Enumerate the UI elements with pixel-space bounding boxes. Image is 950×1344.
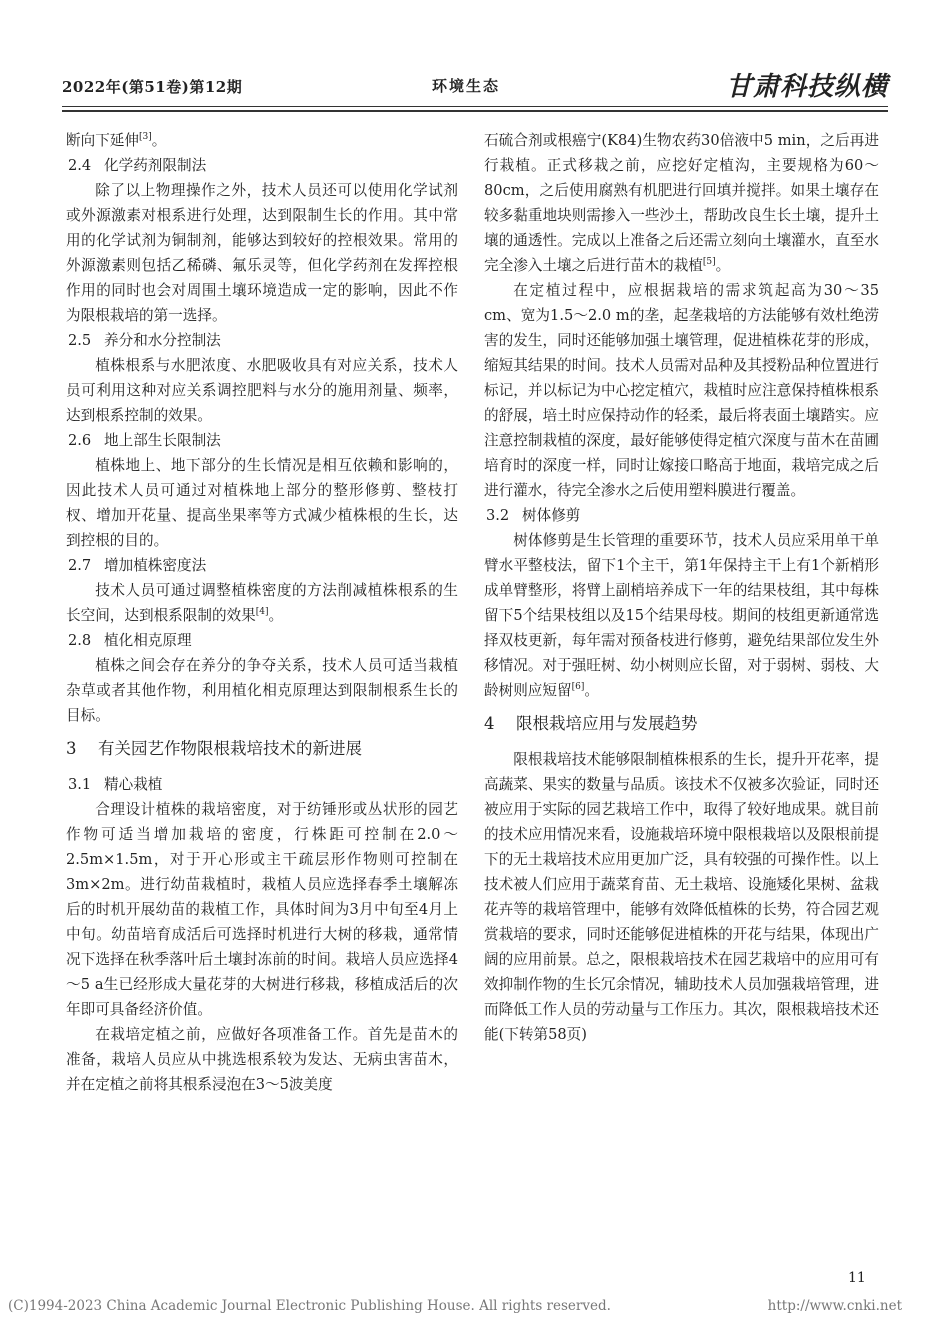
heading-2-5: 2.5 养分和水分控制法 — [68, 332, 221, 349]
paragraph: 技术人员可通过调整植株密度的方法削减植株根系的生长空间，达到根系限制的效果[4]。 — [66, 582, 458, 624]
heading-2-6: 2.6 地上部生长限制法 — [68, 432, 221, 449]
paragraph: 合理设计植株的栽培密度，对于纺锤形或丛状形的园艺作物可适当增加栽培的密度，行株距可控制在2.0～2.5m×1.5m，对于开心形或主干疏层形作物则可控制在3m×2m。进行幼苗栽植时，栽植人员应选择春季土壤解冻后的时机开展幼苗的栽植工作，具体时间为3月中旬至4月上中旬。幼苗培育成活后可选择时机进行大树的移栽，通常情况下选择在秋季落叶后土壤封冻前的时间。栽培人员应选择4～5 a生已经形成大量花芽的大树进行移栽，移植成活后的次年即可具备经济价值。 — [66, 801, 458, 1018]
heading-2-7: 2.7 增加植株密度法 — [68, 557, 207, 574]
header-rule-thick — [62, 110, 888, 112]
journal-logo: 甘肃科技纵横 — [725, 72, 888, 102]
copyright-notice: (C)1994-2023 China Academic Journal Electronic Publishing House. All rights reserved. — [8, 1298, 611, 1314]
paragraph: 植株地上、地下部分的生长情况是相互依赖和影响的，因此技术人员可通过对植株地上部分的整形修剪、整枝打杈、增加开花量、提高坐果率等方式减少植株根的生长，达到控根的目的。 — [66, 457, 458, 549]
citation: [3] — [138, 132, 152, 143]
heading-3: 3 有关园艺作物限根栽培技术的新进展 — [66, 739, 362, 758]
citation: [6] — [571, 682, 585, 693]
citation: [4] — [255, 607, 269, 618]
continued-paragraph: 石硫合剂或根癌宁(K84)生物农药30倍液中5 min，之后再进行栽植。正式移栽之前，应挖好定植沟，主要规格为60～80cm，之后使用腐熟有机肥进行回填并搅拌。如果土壤存在较多黏重地块则需掺入一些沙土，帮助改良生长土壤，提升土壤的通透性。完成以上准备之后还需立刻向土壤灌水，直至水完全渗入土壤之后进行苗木的栽植[5]。 — [484, 132, 879, 274]
heading-2-4: 2.4 化学药剂限制法 — [68, 157, 207, 174]
heading-3-2: 3.2 树体修剪 — [486, 507, 581, 524]
page-number: 11 — [848, 1270, 866, 1286]
heading-2-8: 2.8 植化相克原理 — [68, 632, 192, 649]
issue-info: 2022年(第51卷)第12期 — [62, 78, 243, 96]
left-column — [66, 128, 458, 1097]
page-header — [62, 70, 888, 104]
paragraph: 在栽培定植之前，应做好各项准备工作。首先是苗木的准备，栽培人员应从中挑选根系较为发达、无病虫害苗木，并在定植之前将其根系浸泡在3～5波美度 — [66, 1026, 458, 1093]
paragraph: 树体修剪是生长管理的重要环节，技术人员应采用单干单臂水平整枝法，留下1个主干，第1年保持主干上有1个新梢形成单臂整形，将臂上副梢培养成下一年的结果枝组，其中每株留下5个结果枝组以及15个结果母枝。期间的枝组更新通常选择双枝更新，每年需对预备枝进行修剪，避免结果部位发生外移情况。对于强旺树、幼小树则应长留，对于弱树、弱枝、大龄树则应短留[6]。 — [484, 532, 879, 699]
footer-url[interactable]: http://www.cnki.net — [767, 1298, 902, 1314]
header-rule-thin — [62, 106, 888, 107]
paragraph: 植株之间会存在养分的争夺关系，技术人员可适当栽植杂草或者其他作物，利用植化相克原理达到限制根系生长的目标。 — [66, 657, 458, 724]
citation: [5] — [702, 257, 716, 268]
right-column — [484, 128, 879, 1047]
paragraph: 植株根系与水肥浓度、水肥吸收具有对应关系，技术人员可利用这种对应关系调控肥料与水分的施用剂量、频率，达到根系控制的效果。 — [66, 357, 458, 424]
paragraph: 限根栽培技术能够限制植株根系的生长，提升开花率，提高蔬菜、果实的数量与品质。该技术不仅被多次验证，同时还被应用于实际的园艺栽培工作中，取得了较好地成果。就目前的技术应用情况来看，设施栽培环境中限根栽培以及限根前提下的无土栽培技术应用更加广泛，具有较强的可操作性。以上技术被人们应用于蔬菜育苗、无土栽培、设施矮化果树、盆栽花卉等的栽培管理中，能够有效降低植株的长势，符合园艺观赏栽培的要求，同时还能够促进植株的开花与结果，体现出广阔的应用前景。总之，限根栽培技术在园艺栽培中的应用可有效抑制作物的生长冗余情况，辅助技术人员加强栽培管理，进而降低工作人员的劳动量与工作压力。其次，限根栽培技术还能(下转第58页) — [484, 751, 879, 1043]
paragraph: 在定植过程中，应根据栽培的需求筑起高为30～35 cm、宽为1.5～2.0 m的垄，起垄栽培的方法能够有效杜绝涝害的发生，同时还能够加强土壤管理，促进植株花芽的形成，缩短其结果的时间。技术人员需对品种及其授粉品种位置进行标记，并以标记为中心挖定植穴，栽植时应注意保持植株根系的舒展，培土时应保持动作的轻柔，最后将表面土壤踏实。应注意控制栽植的深度，最好能够使得定植穴深度与苗木在苗圃培育时的深度一样，同时让嫁接口略高于地面，栽培完成之后进行灌水，待完全渗水之后使用塑料膜进行覆盖。 — [484, 282, 879, 499]
continued-paragraph: 断向下延伸[3]。 — [66, 132, 167, 149]
section-name: 环境生态 — [432, 77, 501, 95]
paragraph: 除了以上物理操作之外，技术人员还可以使用化学试剂或外源激素对根系进行处理，达到限制生长的作用。其中常用的化学试剂为铜制剂，能够达到较好的控根效果。常用的外源激素则包括乙稀磷、氟乐灵等，但化学药剂在发挥控根作用的同时也会对周围土壤环境造成一定的影响，因此不作为限根栽培的第一选择。 — [66, 182, 458, 324]
heading-3-1: 3.1 精心栽植 — [68, 776, 163, 793]
heading-4: 4 限根栽培应用与发展趋势 — [484, 714, 698, 733]
